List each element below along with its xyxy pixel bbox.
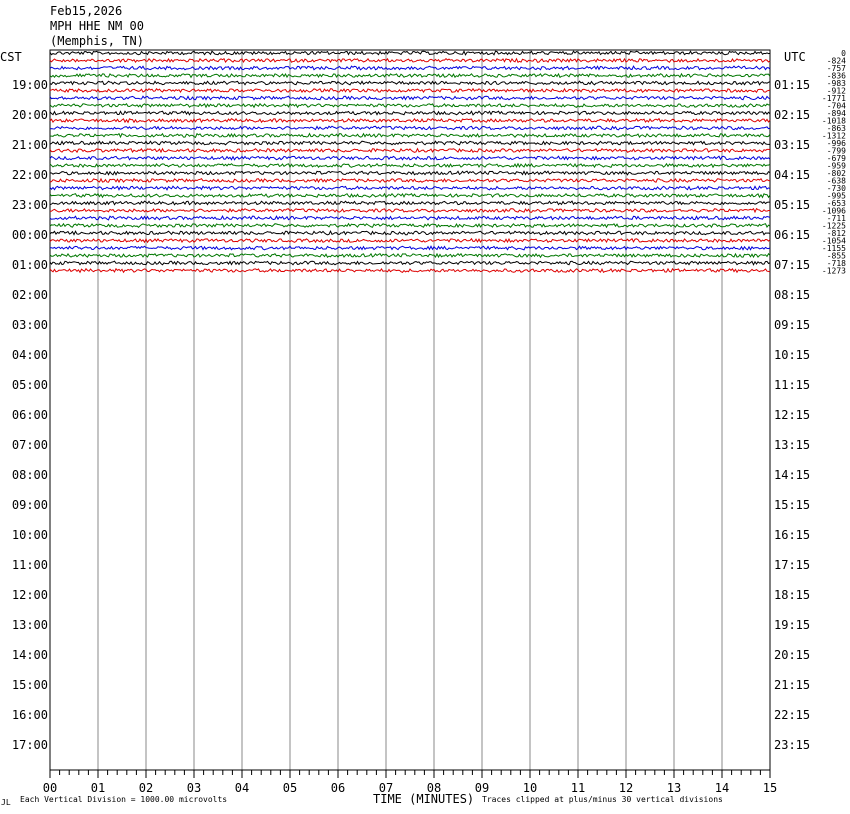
trace-offset-label: -711 [826, 214, 846, 223]
trace-23 [50, 216, 770, 220]
trace-offset-label: -894 [826, 109, 846, 118]
left-tick-label: 16:00 [11, 708, 48, 722]
trace-offset-label: -802 [826, 169, 846, 178]
footer-mark: JL [1, 798, 11, 807]
x-tick-label: 00 [42, 781, 58, 795]
trace-14 [50, 149, 770, 153]
left-tick-label: 14:00 [11, 648, 48, 662]
trace-26 [50, 239, 770, 243]
x-tick-label: 11 [570, 781, 586, 795]
trace-offset-label: -1312 [821, 131, 846, 141]
trace-offset-label: 0 [841, 49, 846, 58]
right-tick-label: 08:15 [774, 288, 811, 302]
trace-12 [50, 134, 770, 138]
trace-offset-label: -757 [826, 64, 846, 73]
x-tick-label: 04 [234, 781, 250, 795]
right-tick-label: 19:15 [774, 618, 811, 632]
trace-30 [50, 269, 770, 273]
station-label: MPH HHE NM 00 [50, 19, 144, 33]
trace-2 [50, 59, 770, 63]
trace-offset-label: -1018 [821, 116, 846, 126]
left-tick-label: 19:00 [11, 78, 48, 92]
trace-offset-label: -855 [826, 251, 846, 261]
trace-1 [50, 51, 770, 55]
left-tick-label: 07:00 [11, 438, 48, 452]
left-tick-label: 04:00 [11, 348, 48, 362]
trace-3 [50, 66, 770, 70]
x-tick-label: 06 [330, 781, 346, 795]
right-tick-label: 04:15 [774, 168, 811, 182]
x-tick-label: 12 [618, 781, 634, 795]
right-tick-label: 18:15 [774, 588, 811, 602]
right-axis-label: UTC [784, 50, 806, 64]
left-tick-label: 23:00 [11, 198, 48, 212]
x-tick-label: 09 [474, 781, 490, 795]
trace-offset-label: -959 [826, 161, 846, 171]
left-tick-label: 21:00 [11, 138, 48, 152]
left-tick-label: 03:00 [11, 318, 48, 332]
trace-offset-label: -704 [826, 101, 846, 111]
right-tick-label: 07:15 [774, 258, 811, 272]
left-tick-label: 02:00 [11, 288, 48, 302]
right-tick-label: 12:15 [774, 408, 811, 422]
right-tick-label: 15:15 [774, 498, 811, 512]
left-tick-label: 15:00 [11, 678, 48, 692]
right-tick-label: 17:15 [774, 558, 811, 572]
right-tick-label: 16:15 [774, 528, 811, 542]
right-tick-label: 21:15 [774, 678, 811, 692]
left-tick-label: 13:00 [11, 618, 48, 632]
right-tick-label: 10:15 [774, 348, 811, 362]
trace-offset-label: -679 [826, 154, 846, 163]
x-tick-label: 13 [666, 781, 682, 795]
trace-offset-label: -824 [826, 56, 846, 66]
trace-8 [50, 104, 770, 108]
trace-offset-label: -1771 [821, 94, 846, 103]
left-tick-label: 09:00 [11, 498, 48, 512]
trace-5 [50, 81, 770, 85]
x-tick-label: 10 [522, 781, 538, 795]
x-tick-label: 14 [714, 781, 730, 795]
left-tick-label: 11:00 [11, 558, 48, 572]
trace-6 [50, 89, 770, 93]
trace-offset-label: -1225 [821, 221, 846, 231]
x-tick-label: 07 [378, 781, 394, 795]
left-axis-label: CST [0, 50, 22, 64]
trace-offset-label: -718 [826, 259, 846, 268]
left-tick-label: 12:00 [11, 588, 48, 602]
trace-offset-label: -1273 [821, 266, 846, 276]
trace-21 [50, 201, 770, 205]
trace-20 [50, 194, 770, 198]
left-tick-label: 20:00 [11, 108, 48, 122]
trace-offset-label: -1054 [821, 236, 846, 246]
left-tick-label: 22:00 [11, 168, 48, 182]
trace-offset-label: -812 [826, 229, 846, 238]
trace-27 [50, 246, 770, 250]
right-tick-label: 06:15 [774, 228, 811, 242]
x-tick-label: 05 [282, 781, 298, 795]
left-tick-label: 17:00 [11, 738, 48, 752]
x-tick-label: 02 [138, 781, 154, 795]
trace-4 [50, 74, 770, 78]
trace-9 [50, 111, 770, 115]
right-tick-label: 05:15 [774, 198, 811, 212]
trace-offset-label: -995 [826, 191, 846, 201]
right-tick-label: 02:15 [774, 108, 811, 122]
trace-offset-label: -1096 [821, 206, 846, 216]
right-tick-label: 11:15 [774, 378, 811, 392]
location-label: (Memphis, TN) [50, 34, 144, 48]
trace-offset-label: -653 [826, 199, 846, 208]
trace-18 [50, 179, 770, 183]
trace-25 [50, 231, 770, 235]
left-tick-label: 06:00 [11, 408, 48, 422]
trace-15 [50, 156, 770, 160]
trace-offset-label: -983 [826, 79, 846, 88]
trace-28 [50, 254, 770, 258]
left-tick-label: 01:00 [11, 258, 48, 272]
x-tick-label: 03 [186, 781, 202, 795]
trace-19 [50, 186, 770, 190]
x-tick-label: 15 [762, 781, 778, 795]
trace-offset-label: -799 [826, 146, 846, 156]
trace-13 [50, 141, 770, 145]
trace-29 [50, 261, 770, 265]
left-tick-label: 10:00 [11, 528, 48, 542]
right-tick-label: 13:15 [774, 438, 811, 452]
trace-24 [50, 224, 770, 228]
x-axis-title: TIME (MINUTES) [373, 792, 475, 806]
trace-17 [50, 171, 770, 175]
right-tick-label: 22:15 [774, 708, 811, 722]
trace-offset-label: -638 [826, 176, 846, 186]
x-tick-label: 08 [426, 781, 442, 795]
clip-note: Traces clipped at plus/minus 30 vertical divisions [482, 795, 723, 804]
date-label: Feb15,2026 [50, 4, 123, 18]
scale-note: Each Vertical Division = 1000.00 microvolts [20, 795, 228, 804]
right-tick-label: 20:15 [774, 648, 811, 662]
x-tick-label: 01 [90, 781, 106, 795]
trace-16 [50, 164, 770, 168]
left-tick-label: 05:00 [11, 378, 48, 392]
left-tick-label: 00:00 [11, 228, 48, 242]
trace-offset-label: -730 [826, 184, 846, 193]
trace-11 [50, 126, 770, 130]
right-tick-label: 14:15 [774, 468, 811, 482]
right-tick-label: 01:15 [774, 78, 811, 92]
trace-offset-label: -912 [826, 86, 846, 96]
trace-offset-label: -1155 [821, 244, 846, 253]
trace-offset-label: -863 [826, 124, 846, 133]
trace-10 [50, 119, 770, 123]
trace-offset-label: -836 [826, 71, 846, 81]
right-tick-label: 23:15 [774, 738, 811, 752]
left-tick-label: 08:00 [11, 468, 48, 482]
trace-7 [50, 96, 770, 100]
right-tick-label: 03:15 [774, 138, 811, 152]
trace-offset-label: -996 [826, 139, 846, 148]
trace-22 [50, 209, 770, 213]
right-tick-label: 09:15 [774, 318, 811, 332]
